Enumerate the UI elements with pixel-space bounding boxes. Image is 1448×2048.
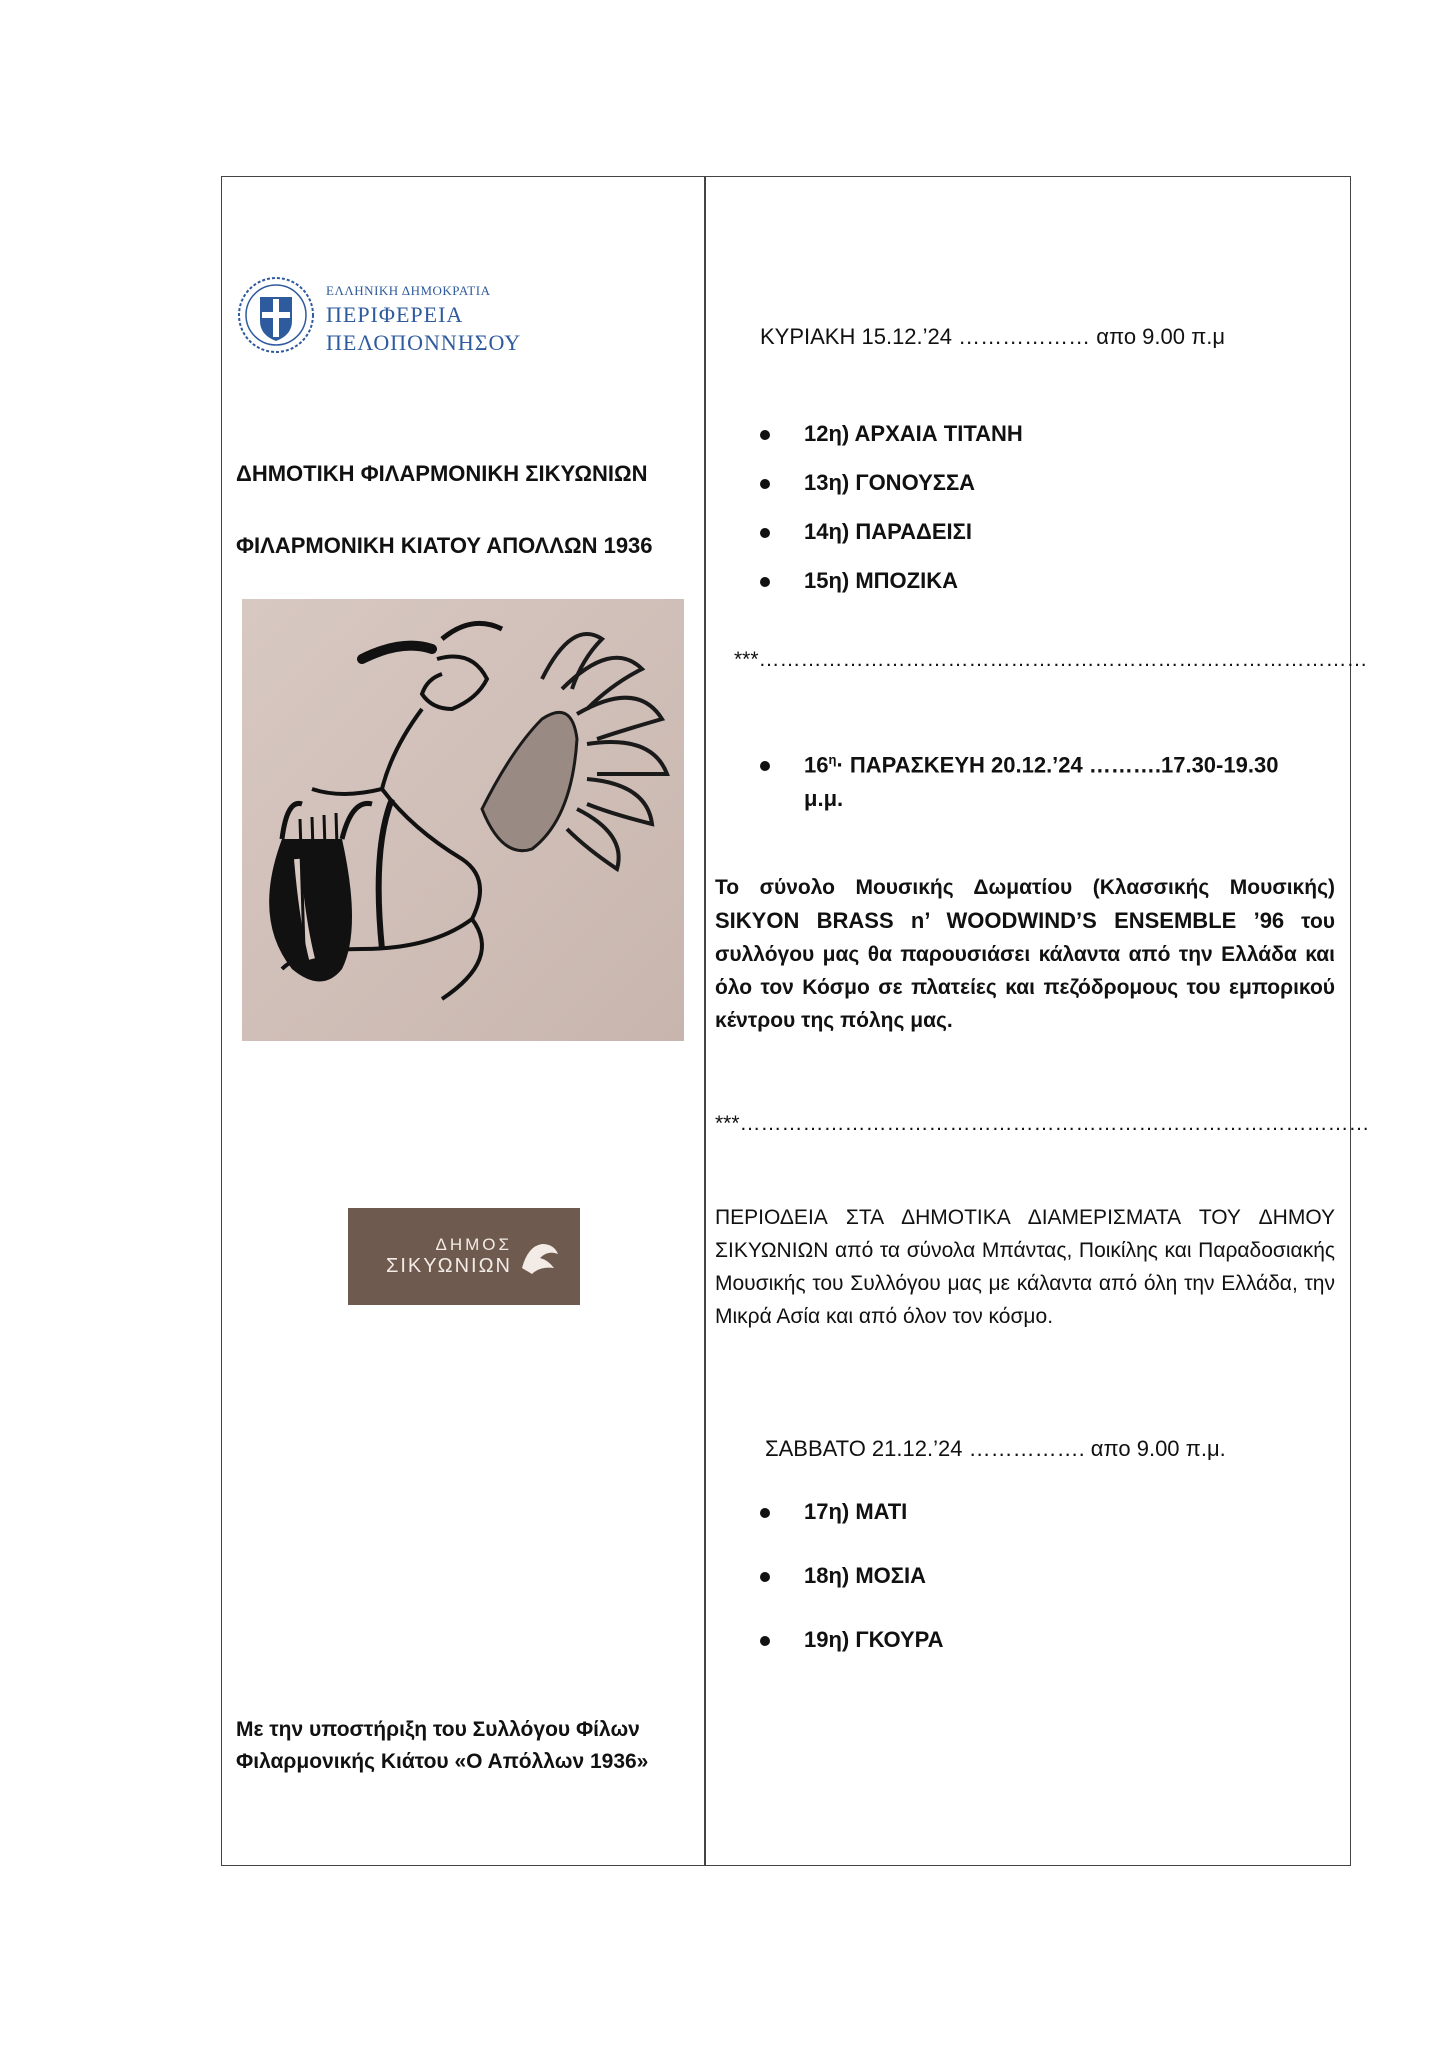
stop-label: 12η) ΑΡΧΑΙΑ ΤΙΤΑΝΗ: [804, 421, 1023, 446]
stop-label: 17η) ΜΑΤΙ: [804, 1499, 908, 1524]
stop-label: 19η) ΓΚΟΥΡΑ: [804, 1627, 944, 1652]
lyre-griffin-emblem: [242, 599, 684, 1041]
separator-line: ***………………………………………………………………………………: [715, 1112, 1370, 1135]
greek-coat-of-arms-icon: [236, 275, 316, 355]
friday-ordinal: η: [828, 752, 837, 767]
stop-label: 18η) ΜΟΣΙΑ: [804, 1563, 926, 1588]
region-line2: ΠΕΡΙΦΕΡΕΙΑ: [326, 302, 464, 327]
friday-details: · ΠΑΡΑΣΚΕΥΗ 20.12.’24 ……….17.30-19.30: [836, 752, 1279, 778]
bullet-icon: [760, 1508, 770, 1518]
region-line1: ΕΛΛΗΝΙΚΗ ΔΗΜΟΚΡΑΤΙΑ: [326, 283, 491, 298]
support-note: Με την υποστήριξη του Συλλόγου Φίλων Φιλαρμονικής Κιάτου «Ο Απόλλων 1936»: [236, 1718, 649, 1773]
region-line3: ΠΕΛΟΠΟΝΝΗΣΟΥ: [326, 330, 522, 355]
org-kiato: ΦΙΛΑΡΜΟΝΙΚΗ ΚΙΑΤΟΥ ΑΠΟΛΛΩΝ 1936: [236, 533, 653, 558]
stop-label: 14η) ΠΑΡΑΔΕΙΣΙ: [804, 519, 972, 544]
column-divider: [704, 177, 706, 1865]
bullet-icon: [760, 430, 770, 440]
friday-line2: μ.μ.: [804, 786, 844, 811]
ensemble-paragraph: [715, 871, 1335, 1037]
stop-label: 15η) ΜΠΟΖΙΚΑ: [804, 568, 958, 593]
dimos-logo-line2: ΣΙΚΥΩΝΙΩΝ: [386, 1255, 512, 1277]
peloponnese-region-logo: [236, 275, 536, 355]
bullet-icon: [760, 479, 770, 489]
separator-line: ***……………………………………………………………………………: [734, 648, 1368, 671]
program-table: [221, 176, 1370, 1866]
tour-paragraph: ΠΕΡΙΟΔΕΙΑ ΣΤΑ ΔΗΜΟΤΙΚΑ ΔΙΑΜΕΡΙΣΜΑΤΑ ΤΟΥ ΔΗΜΟΥ ΣΙΚΥΩΝΙΩΝ από τα σύνολα Μπάντας, Ποικίλης και Παραδοσιακής Μουσικής του Συλλόγου μας με κάλαντα από όλη την Ελλάδα, την Μικρά Ασία και από όλον τον κόσμο.: [715, 1206, 1335, 1328]
dimos-logo-griffin-icon: [518, 1238, 562, 1278]
dimos-sikyonion-logo: [348, 1208, 580, 1305]
ensemble-description: του συλλόγου μας θα παρουσιάσει κάλαντα από την Ελλάδα και όλο τον Κόσμο σε πλατείες και πεζόδρομους του εμπορικού κέντρου της πόλης μας.: [715, 910, 1335, 1032]
stop-label: 13η) ΓΟΝΟΥΣΣΑ: [804, 470, 976, 495]
org-dimotiki: ΔΗΜΟΤΙΚΗ ΦΙΛΑΡΜΟΝΙΚΗ ΣΙΚΥΩΝΙΩΝ: [236, 461, 648, 486]
saturday-header: ΣΑΒΒΑΤΟ 21.12.’24 ……………. απο 9.00 π.μ.: [765, 1436, 1226, 1461]
friday-number: 16: [804, 752, 829, 778]
bullet-icon: [760, 1572, 770, 1582]
dimos-logo-line1: ΔΗΜΟΣ: [435, 1235, 512, 1254]
bullet-icon: [760, 1636, 770, 1646]
griffin-lyre-illustration: [242, 599, 684, 1041]
bullet-icon: [760, 528, 770, 538]
bullet-icon: [760, 577, 770, 587]
ensemble-name: SIKYON BRASS n’ WOODWIND’S ENSEMBLE ’96: [715, 908, 1285, 933]
ensemble-intro: Το σύνολο Μουσικής Δωματίου (Κλασσικής Μουσικής): [715, 876, 1335, 899]
sunday-header: ΚΥΡΙΑΚΗ 15.12.’24 ……………… απο 9.00 π.μ: [760, 324, 1226, 349]
bullet-icon: [760, 761, 770, 771]
